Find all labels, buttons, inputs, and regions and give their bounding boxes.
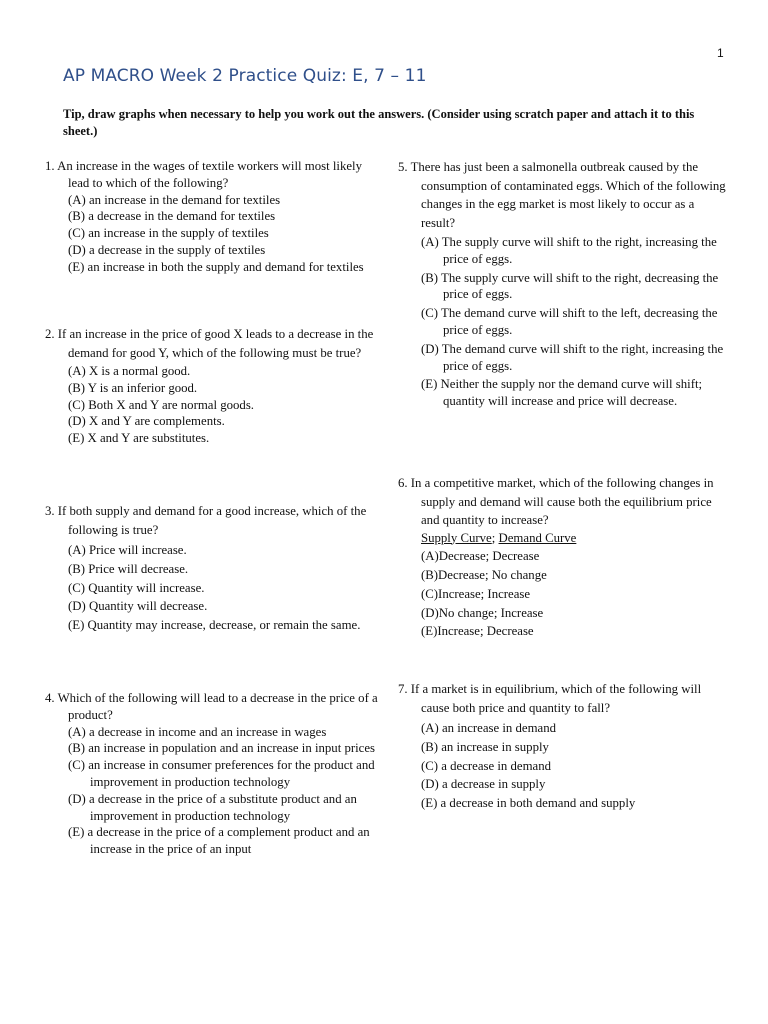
page-number: 1 — [717, 46, 724, 60]
answer-option-a: (A) an increase in the demand for textiles — [68, 192, 281, 207]
question-stem: 4. Which of the following will lead to a decrease in the price of a product? — [45, 691, 378, 722]
answer-option-a: (A) a decrease in income and an increase in wages — [68, 724, 327, 739]
answer-option-c: (C) Both X and Y are normal goods. — [68, 397, 254, 412]
answer-option-b: (B) an increase in population and an increase in input prices — [68, 741, 376, 756]
answer-option-e: (E) Neither the supply nor the demand curve will shift; quantity will increase and price will decrease. — [421, 377, 703, 409]
supply-curve-header: Supply Curve — [421, 530, 492, 545]
answer-option-b: (B) The supply curve will shift to the right, decreasing the price of eggs. — [421, 270, 719, 302]
question-1 — [45, 158, 380, 276]
demand-curve-header: Demand Curve — [498, 530, 577, 545]
question-5 — [398, 158, 728, 410]
question-stem: 3. If both supply and demand for a good increase, which of the following is true? — [45, 504, 367, 537]
answer-option-e: (E) Quantity may increase, decrease, or remain the same. — [68, 618, 361, 633]
answer-option-c: (C) an increase in the supply of textiles — [68, 226, 269, 241]
answer-option-d: (D) The demand curve will shift to the right, increasing the price of eggs. — [421, 341, 724, 373]
answer-option-e: (E) X and Y are substitutes. — [68, 431, 210, 446]
answer-option-b: (B) Price will decrease. — [68, 561, 189, 576]
answer-option-d: (D) a decrease in supply — [421, 777, 546, 792]
answer-option-c: (C)Increase; Increase — [421, 586, 531, 601]
answer-option-e: (E) a decrease in both demand and supply — [421, 796, 636, 811]
answer-option-a: (A) an increase in demand — [421, 721, 557, 735]
answer-option-b: (B) a decrease in the demand for textiles — [68, 209, 276, 224]
answer-option-b: (B) Y is an inferior good. — [68, 380, 198, 395]
answer-option-c: (C) an increase in consumer preferences for the product and improvement in production technology — [68, 758, 375, 789]
question-2 — [45, 325, 380, 447]
answer-option-d: (D)No change; Increase — [421, 605, 544, 620]
answer-option-e: (E)Increase; Decrease — [421, 624, 534, 639]
answer-option-e: (E) a decrease in the price of a complement product and an increase in the price of an input — [68, 825, 370, 857]
header-separator: ; — [491, 530, 499, 545]
answer-option-c: (C) a decrease in demand — [421, 758, 552, 773]
answer-option-e: (E) an increase in both the supply and demand for textiles — [68, 259, 364, 274]
question-3 — [45, 502, 380, 634]
question-stem: 1. An increase in the wages of textile workers will most likely lead to which of the following? — [45, 159, 363, 190]
answer-option-d: (D) Quantity will decrease. — [68, 599, 208, 614]
question-6 — [398, 474, 728, 640]
answer-option-c: (C) The demand curve will shift to the left, decreasing the price of eggs. — [421, 306, 718, 337]
answer-option-a: (A) X is a normal good. — [68, 364, 191, 378]
question-7 — [398, 680, 728, 812]
answer-option-a: (A) Price will increase. — [68, 543, 187, 557]
answer-option-d: (D) a decrease in the price of a substitute product and an improvement in production technology — [68, 791, 357, 823]
page-title: AP MACRO Week 2 Practice Quiz: E, 7 – 11 — [63, 66, 427, 86]
answer-option-d: (D) a decrease in the supply of textiles — [68, 242, 266, 257]
answer-option-b: (B)Decrease; No change — [421, 568, 547, 583]
answer-option-a: (A) The supply curve will shift to the right, increasing the price of eggs. — [421, 235, 717, 266]
question-stem: 7. If a market is in equilibrium, which of the following will cause both price and quantity to fall? — [398, 682, 702, 715]
question-stem: 5. There has just been a salmonella outbreak caused by the consumption of contaminated eggs. Which of the following changes in the egg market is most likely to occur as a result? — [398, 160, 726, 230]
answer-option-a: (A)Decrease; Decrease — [421, 549, 540, 564]
answer-option-d: (D) X and Y are complements. — [68, 414, 225, 429]
question-stem: 6. In a competitive market, which of the following changes in supply and demand will cause both the equilibrium price and quantity to increase? — [398, 476, 714, 527]
question-4 — [45, 690, 380, 858]
answer-option-c: (C) Quantity will increase. — [68, 580, 205, 595]
answer-option-b: (B) an increase in supply — [421, 739, 549, 754]
table-header — [421, 530, 728, 547]
question-stem: 2. If an increase in the price of good X leads to a decrease in the demand for good Y, which of the following must be true? — [45, 327, 374, 360]
tip-text: Tip, draw graphs when necessary to help you work out the answers. (Consider using scratch paper and attach it to this sheet.) — [63, 107, 695, 138]
